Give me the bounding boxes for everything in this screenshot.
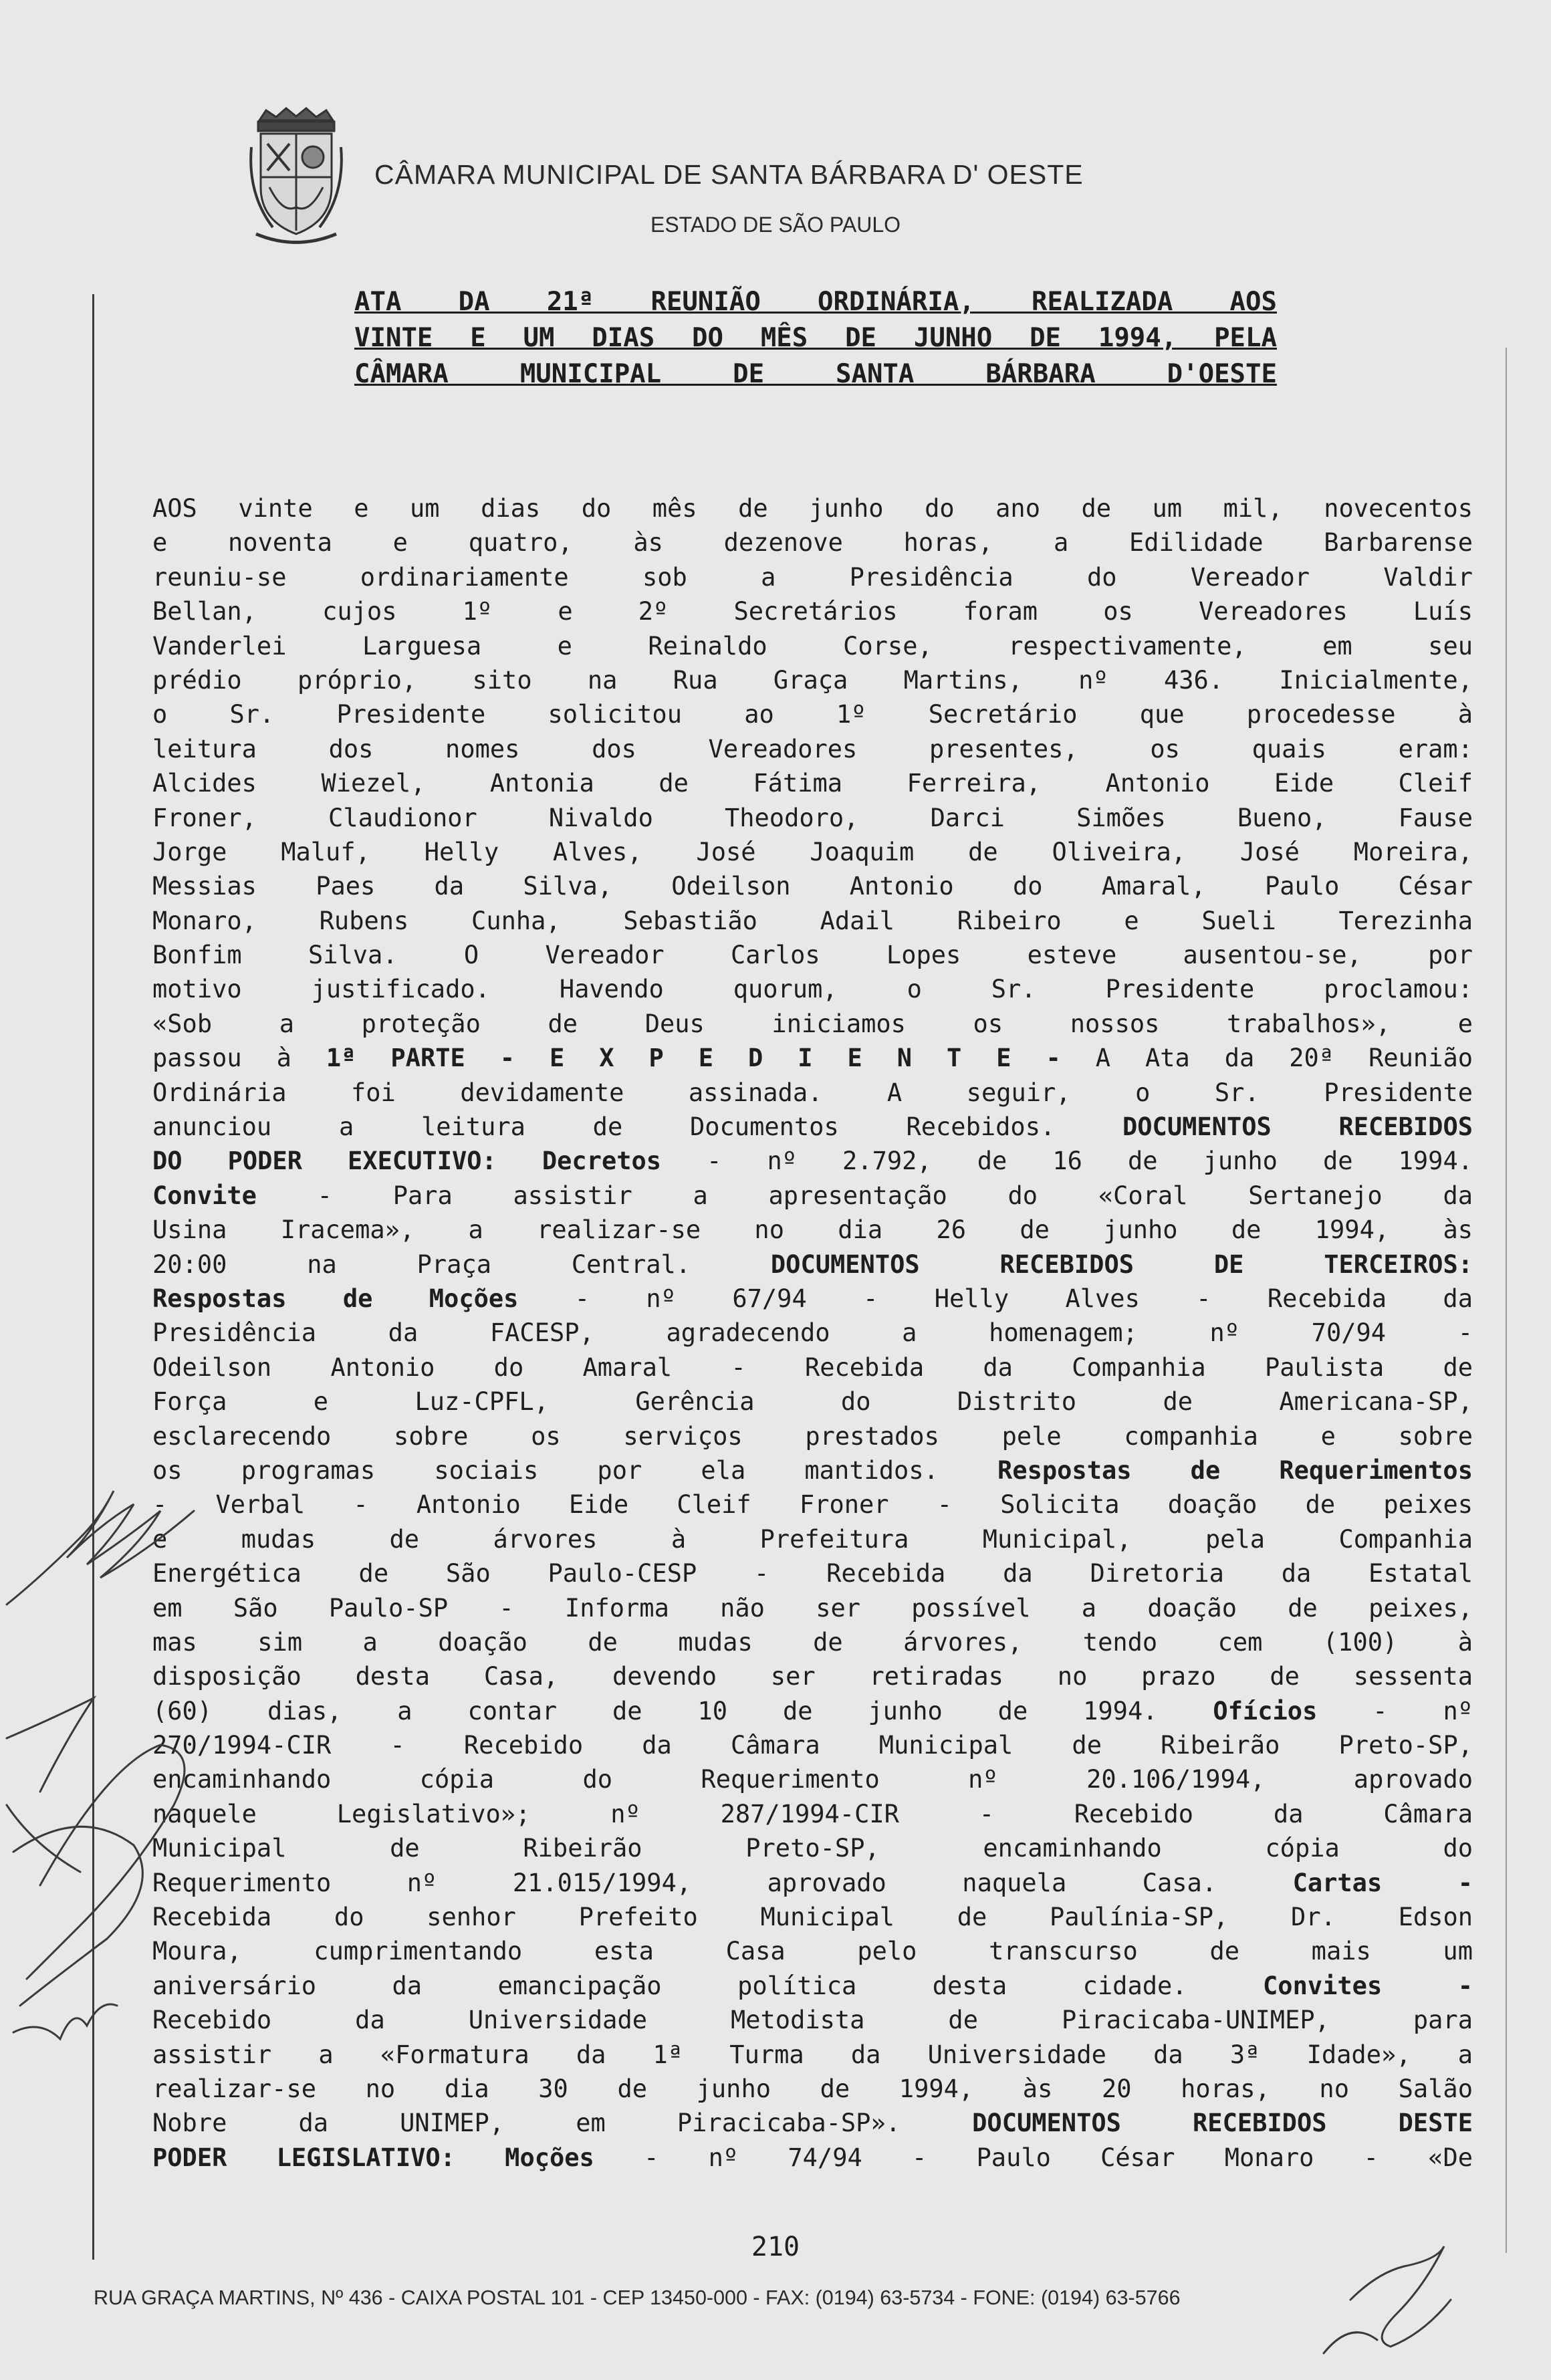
body-text-run: passou à — [152, 1044, 326, 1073]
body-line — [152, 2106, 1473, 2140]
body-line — [152, 1522, 1473, 1556]
body-line — [152, 1694, 1473, 1728]
body-text-run: Vanderlei Larguesa e Reinaldo Corse, respectivamente, em seu — [152, 631, 1473, 661]
bold-heading-text: DOCUMENTOS RECEBIDOS DE TERCEIROS: — [770, 1250, 1473, 1279]
body-text-run: Municipal de Ribeirão Preto-SP, encaminhando cópia do — [152, 1834, 1473, 1863]
body-text-run: A Ata da 20ª Reunião — [1060, 1044, 1473, 1073]
institution-name: CÂMARA MUNICIPAL DE SANTA BÁRBARA D' OESTE — [374, 159, 1084, 190]
body-line — [152, 525, 1473, 560]
body-line — [152, 1831, 1473, 1865]
body-text-run: prédio próprio, sito na Rua Graça Martins, nº 436. Inicialmente, — [152, 665, 1473, 695]
body-line — [152, 1419, 1473, 1453]
bold-heading-text: Cartas - — [1292, 1868, 1473, 1897]
body-text-run: Odeilson Antonio do Amaral - Recebida da Companhia Paulista de — [152, 1352, 1473, 1382]
body-line — [152, 1556, 1473, 1590]
body-text-run: - nº — [1317, 1696, 1473, 1726]
body-line — [152, 1659, 1473, 1693]
body-text-run: naquele Legislativo»; nº 287/1994-CIR - Recebido da Câmara — [152, 1799, 1473, 1828]
body-text-run: assistir a «Formatura da 1ª Turma da Universidade da 3ª Idade», a — [152, 2040, 1473, 2069]
body-text-run: Nobre da UNIMEP, em Piracicaba-SP». — [152, 2109, 973, 2138]
body-text-run: Alcides Wiezel, Antonia de Fátima Ferreira, Antonio Eide Cleif — [152, 769, 1473, 798]
body-text-run: - Para assistir a apresentação do «Coral Sertanejo da — [256, 1181, 1473, 1210]
body-text-run: 270/1994-CIR - Recebido da Câmara Municipal de Ribeirão Preto-SP, — [152, 1731, 1473, 1760]
body-text-run: Força e Luz-CPFL, Gerência do Distrito de Americana-SP, — [152, 1387, 1473, 1417]
page-number: 210 — [751, 2232, 800, 2262]
body-text-run: Moura, cumprimentando esta Casa pelo transcurso de mais um — [152, 1937, 1473, 1966]
body-line — [152, 1625, 1473, 1659]
body-line — [152, 1969, 1473, 2003]
bold-heading-text: PODER LEGISLATIVO: Moções — [152, 2143, 594, 2172]
body-line — [152, 1144, 1473, 1178]
body-line — [152, 697, 1473, 731]
body-text-run: Froner, Claudionor Nivaldo Theodoro, Darci Simões Bueno, Fause — [152, 803, 1473, 832]
body-text-run: Jorge Maluf, Helly Alves, José Joaquim de Oliveira, José Moreira, — [152, 837, 1473, 866]
body-line — [152, 1007, 1473, 1041]
bold-heading-text: Respostas de Requerimentos — [997, 1455, 1473, 1485]
bold-heading-text: Convites - — [1263, 1971, 1473, 2000]
body-text-run: Bellan, cujos 1º e 2º Secretários foram os Vereadores Luís — [152, 597, 1473, 626]
body-line — [152, 1385, 1473, 1419]
bold-heading-text: DOCUMENTOS RECEBIDOS DESTE — [972, 2109, 1473, 2138]
body-text-run: Usina Iracema», a realizar-se no dia 26 de junho de 1994, às — [152, 1215, 1473, 1245]
body-line — [152, 1728, 1473, 1762]
body-text-run: Recebido da Universidade Metodista de Piracicaba-UNIMEP, para — [152, 2006, 1473, 2035]
body-line — [152, 869, 1473, 903]
body-line — [152, 835, 1473, 869]
body-line — [152, 1076, 1473, 1110]
minutes-title — [354, 284, 1277, 392]
body-line — [152, 1762, 1473, 1796]
body-text-run: o Sr. Presidente solicitou ao 1º Secretário que procedesse à — [152, 700, 1473, 729]
minutes-body — [152, 491, 1473, 2175]
body-line — [152, 1041, 1473, 1075]
title-line: CÂMARA MUNICIPAL DE SANTA BÁRBARA D'OESTE — [354, 359, 1277, 389]
body-line — [152, 1797, 1473, 1831]
body-line — [152, 904, 1473, 938]
body-text-run: leitura dos nomes dos Vereadores presentes, os quais eram: — [152, 734, 1473, 763]
body-line — [152, 663, 1473, 697]
body-text-run: motivo justificado. Havendo quorum, o Sr. Presidente proclamou: — [152, 975, 1473, 1004]
bold-heading-text: Convite — [152, 1181, 257, 1210]
bold-heading-text: DOCUMENTOS RECEBIDOS — [1122, 1112, 1473, 1142]
body-text-run: disposição desta Casa, devendo ser retiradas no prazo de sessenta — [152, 1662, 1473, 1691]
body-line — [152, 1350, 1473, 1385]
body-text-run: Messias Paes da Silva, Odeilson Antonio do Amaral, Paulo César — [152, 872, 1473, 901]
state-name: ESTADO DE SÃO PAULO — [650, 213, 901, 237]
body-line — [152, 1213, 1473, 1247]
body-line — [152, 2141, 1473, 2175]
body-text-run: mas sim a doação de mudas de árvores, tendo cem (100) à — [152, 1627, 1473, 1657]
body-text-run: aniversário da emancipação política desta cidade. — [152, 1971, 1264, 2000]
body-text-run: realizar-se no dia 30 de junho de 1994, às 20 horas, no Salão — [152, 2074, 1473, 2103]
body-line — [152, 1866, 1473, 1900]
body-text-run: Recebida do senhor Prefeito Municipal de Paulínia-SP, Dr. Edson — [152, 1903, 1473, 1932]
body-line — [152, 972, 1473, 1006]
body-text-run: em São Paulo-SP - Informa não ser possível a doação de peixes, — [152, 1593, 1473, 1623]
title-line: VINTE E UM DIAS DO MÊS DE JUNHO DE 1994, PELA — [354, 323, 1277, 353]
title-line: ATA DA 21ª REUNIÃO ORDINÁRIA, REALIZADA AOS — [354, 287, 1277, 317]
body-text-run: anunciou a leitura de Documentos Recebidos. — [152, 1112, 1122, 1142]
body-line — [152, 1282, 1473, 1316]
body-text-run: Monaro, Rubens Cunha, Sebastião Adail Ribeiro e Sueli Terezinha — [152, 906, 1473, 935]
body-text-run: e mudas de árvores à Prefeitura Municipal, pela Companhia — [152, 1524, 1473, 1554]
body-line — [152, 2003, 1473, 2037]
body-text-run: Requerimento nº 21.015/1994, aprovado naquela Casa. — [152, 1868, 1293, 1897]
bold-heading-text: DO PODER EXECUTIVO: Decretos — [152, 1147, 662, 1176]
body-line — [152, 1934, 1473, 1968]
address-footer: RUA GRAÇA MARTINS, Nº 436 - CAIXA POSTAL 101 - CEP 13450-000 - FAX: (0194) 63-5734 - FONE: (0194) 63-5766 — [94, 2286, 1181, 2309]
body-line — [152, 1179, 1473, 1213]
body-line — [152, 1591, 1473, 1625]
body-text-run: - nº 74/94 - Paulo César Monaro - «De — [594, 2143, 1473, 2172]
body-text-run: reuniu-se ordinariamente sob a Presidência do Vereador Valdir — [152, 562, 1473, 592]
body-line — [152, 2072, 1473, 2106]
body-line — [152, 1247, 1473, 1282]
body-text-run: Ordinária foi devidamente assinada. A seguir, o Sr. Presidente — [152, 1078, 1473, 1107]
body-text-run: - nº 2.792, de 16 de junho de 1994. — [661, 1147, 1473, 1176]
bold-heading-text: Ofícios — [1213, 1696, 1318, 1726]
body-line — [152, 594, 1473, 628]
body-text-run: os programas sociais por ela mantidos. — [152, 1455, 998, 1485]
body-text-run: encaminhando cópia do Requerimento nº 20.106/1994, aprovado — [152, 1765, 1473, 1794]
body-text-run: Bonfim Silva. O Vereador Carlos Lopes esteve ausentou-se, por — [152, 941, 1473, 970]
body-line — [152, 491, 1473, 525]
body-line — [152, 938, 1473, 972]
body-text-run: esclarecendo sobre os serviços prestados pele companhia e sobre — [152, 1421, 1473, 1451]
bold-heading-text: Respostas de Moções — [152, 1284, 519, 1313]
body-line — [152, 629, 1473, 663]
body-text-run: - Verbal - Antonio Eide Cleif Froner - Solicita doação de peixes — [152, 1490, 1473, 1520]
body-text-run: AOS vinte e um dias do mês de junho do ano de um mil, novecentos — [152, 494, 1473, 523]
body-line — [152, 1110, 1473, 1144]
body-line — [152, 1453, 1473, 1488]
body-text-run: - nº 67/94 - Helly Alves - Recebida da — [518, 1284, 1473, 1313]
margin-rule — [92, 294, 94, 2260]
body-line — [152, 1316, 1473, 1350]
right-margin-rule — [1506, 348, 1507, 2253]
body-text-run: 20:00 na Praça Central. — [152, 1250, 771, 1279]
body-line — [152, 732, 1473, 766]
body-line — [152, 766, 1473, 800]
body-text-run: Presidência da FACESP, agradecendo a homenagem; nº 70/94 - — [152, 1318, 1473, 1348]
body-text-run: Energética de São Paulo-CESP - Recebida da Diretoria da Estatal — [152, 1559, 1473, 1588]
body-text-run: (60) dias, a contar de 10 de junho de 1994. — [152, 1696, 1213, 1726]
bold-heading-text: 1ª PARTE - E X P E D I E N T E - — [326, 1044, 1061, 1073]
body-line — [152, 2038, 1473, 2072]
body-text-run: e noventa e quatro, às dezenove horas, a Edilidade Barbarense — [152, 528, 1473, 558]
body-line — [152, 1488, 1473, 1522]
body-text-run: «Sob a proteção de Deus iniciamos os nossos trabalhos», e — [152, 1009, 1473, 1038]
body-line — [152, 560, 1473, 594]
body-line — [152, 1900, 1473, 1934]
body-line — [152, 801, 1473, 835]
